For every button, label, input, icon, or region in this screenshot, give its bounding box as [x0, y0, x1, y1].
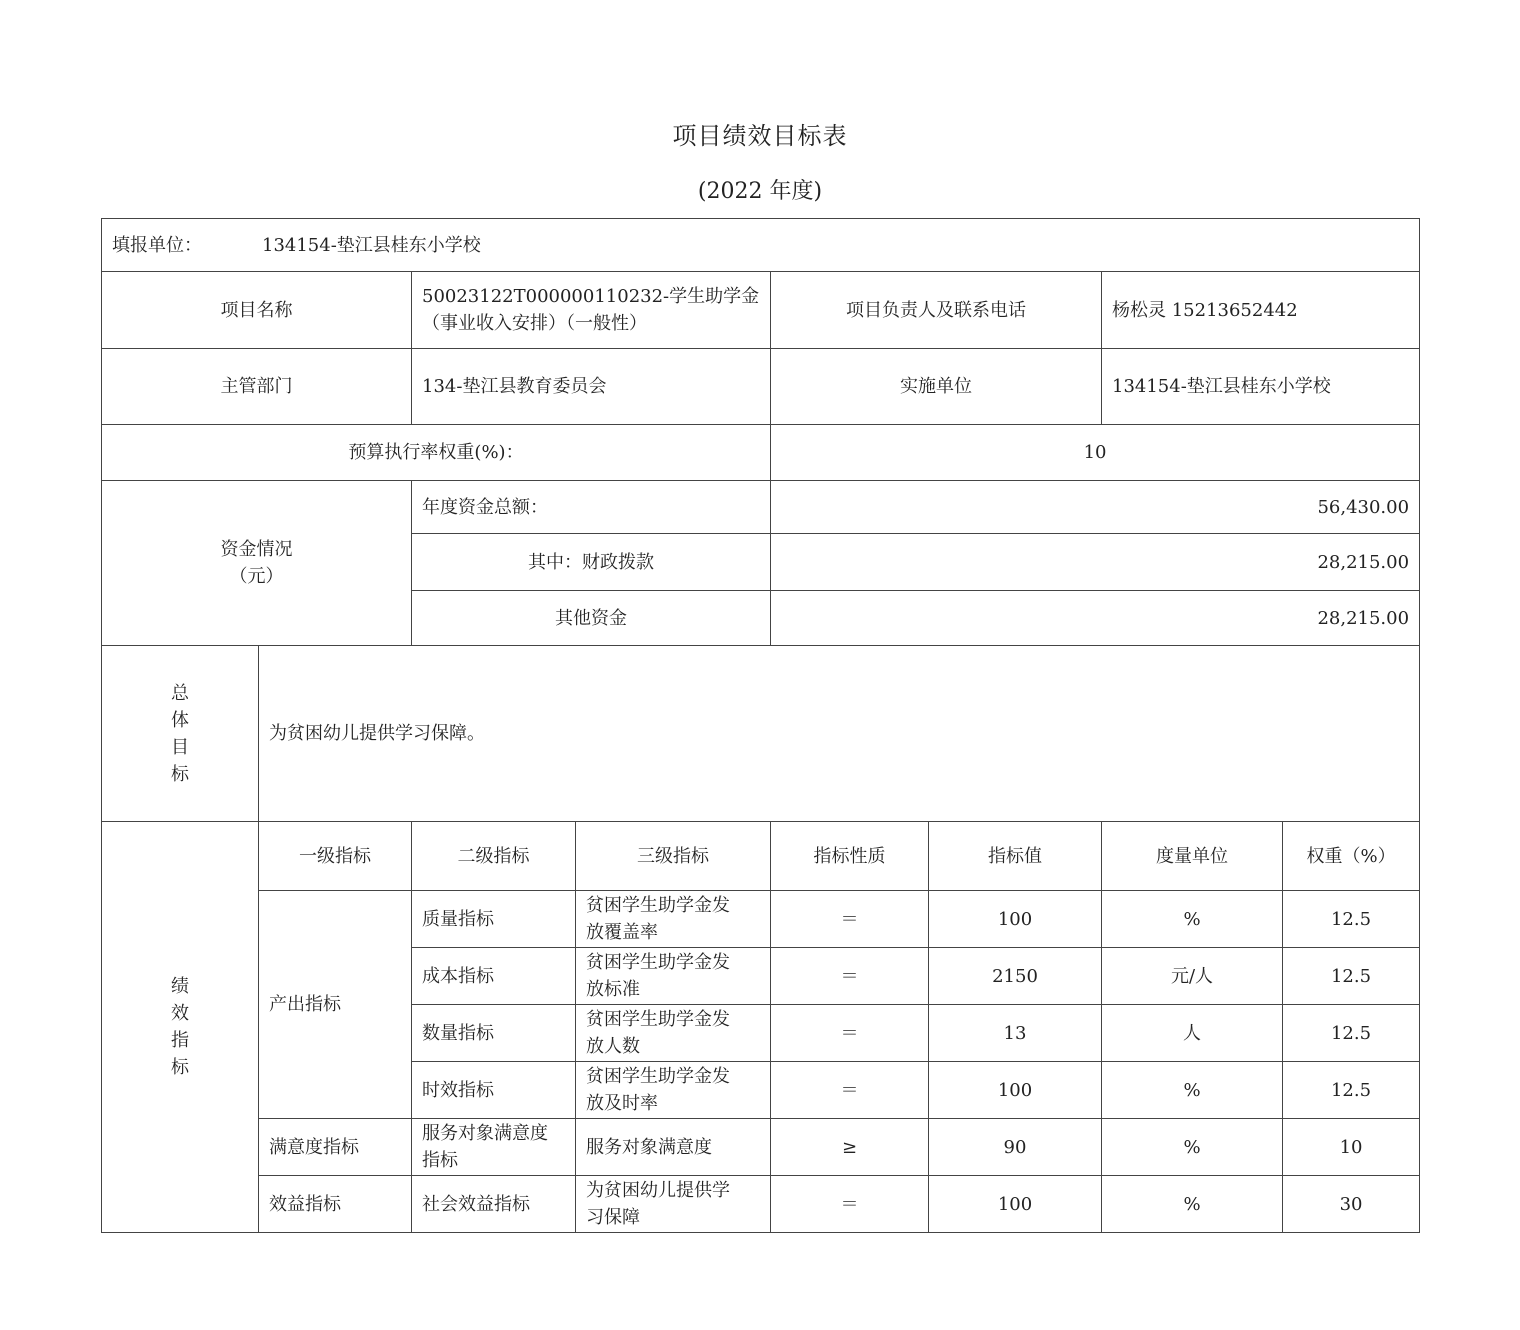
level3-cell: [576, 891, 771, 948]
weight-cell: 12.5: [1283, 1062, 1420, 1119]
nature-cell: ≥: [771, 1119, 929, 1176]
weight-cell: 10: [1283, 1119, 1420, 1176]
funds-total-row: [102, 481, 1420, 534]
header-level2: 二级指标: [412, 822, 576, 891]
level2-cell: 社会效益指标: [412, 1176, 576, 1233]
funds-label-line2: （元）: [229, 566, 284, 587]
value-cell: 100: [929, 891, 1102, 948]
funds-fiscal-value: 28,215.00: [771, 534, 1420, 591]
header-weight: 权重（%）: [1283, 822, 1420, 891]
level3-line2: 放及时率: [586, 1093, 658, 1114]
nature-cell: ＝: [771, 948, 929, 1005]
level3-line1: 贫困学生助学金发: [586, 895, 730, 916]
unit-cell: %: [1102, 1119, 1283, 1176]
funds-other-value: 28,215.00: [771, 591, 1420, 646]
nature-cell: ＝: [771, 1176, 929, 1233]
performance-indicator-label: [102, 822, 259, 1233]
unit-cell: %: [1102, 1176, 1283, 1233]
level3-line2: 放人数: [586, 1036, 640, 1057]
header-nature: 指标性质: [771, 822, 929, 891]
level2-cell: 时效指标: [412, 1062, 576, 1119]
project-name-label: 项目名称: [102, 272, 412, 349]
value-cell: 100: [929, 1062, 1102, 1119]
level2-cell: 数量指标: [412, 1005, 576, 1062]
value-cell: 13: [929, 1005, 1102, 1062]
value-cell: 2150: [929, 948, 1102, 1005]
level3-line2: 放标准: [586, 979, 640, 1000]
overall-goal-row: [102, 646, 1420, 822]
level2-line1: 服务对象满意度: [422, 1123, 548, 1144]
project-name-line2: （事业收入安排）（一般性）: [422, 313, 647, 334]
satisfaction-indicator-label: 满意度指标: [259, 1119, 412, 1176]
performance-indicator-char: 指: [171, 1030, 189, 1051]
overall-goal-label: [102, 646, 259, 822]
unit-cell: 元/人: [1102, 948, 1283, 1005]
level2-cell: 质量指标: [412, 891, 576, 948]
performance-indicator-char: 标: [171, 1057, 189, 1078]
weight-cell: 12.5: [1283, 948, 1420, 1005]
unit-cell: 人: [1102, 1005, 1283, 1062]
level3-line1: 贫困学生助学金发: [586, 1066, 730, 1087]
performance-indicator-char: 绩: [171, 976, 189, 997]
project-name-row: [102, 272, 1420, 349]
weight-cell: 12.5: [1283, 891, 1420, 948]
level3-cell: [576, 1062, 771, 1119]
overall-goal-char: 总: [171, 682, 189, 704]
weight-cell: 12.5: [1283, 1005, 1420, 1062]
level3-cell: [576, 1005, 771, 1062]
budget-weight-row: [102, 425, 1420, 481]
unit-cell: %: [1102, 891, 1283, 948]
overall-goal-text: 为贫困幼儿提供学习保障。: [259, 646, 1420, 822]
implementing-unit-value: 134154-垫江县桂东小学校: [1102, 349, 1420, 425]
overall-goal-char: 标: [171, 763, 189, 785]
funds-total-value: 56,430.00: [771, 481, 1420, 534]
level3-cell: 服务对象满意度: [576, 1119, 771, 1176]
value-cell: 100: [929, 1176, 1102, 1233]
funds-fiscal-label: 其中：财政拨款: [412, 534, 771, 591]
project-leader-value: 杨松灵 15213652442: [1102, 272, 1420, 349]
header-level3: 三级指标: [576, 822, 771, 891]
reporting-unit-label: 填报单位：: [112, 234, 202, 256]
value-cell: 90: [929, 1119, 1102, 1176]
performance-goal-table: [101, 218, 1420, 1233]
nature-cell: ＝: [771, 891, 929, 948]
table-row: [102, 1176, 1420, 1233]
level3-cell: [576, 948, 771, 1005]
level3-line1: 为贫困幼儿提供学: [586, 1180, 730, 1201]
budget-weight-label: 预算执行率权重(%)：: [102, 425, 771, 481]
table-row: [102, 891, 1420, 948]
level3-line2: 习保障: [586, 1207, 640, 1228]
header-level1: 一级指标: [259, 822, 412, 891]
page-title: 项目绩效目标表: [672, 122, 848, 150]
funds-total-label: 年度资金总额：: [412, 481, 771, 534]
unit-cell: %: [1102, 1062, 1283, 1119]
level2-cell: 成本指标: [412, 948, 576, 1005]
header-unit: 度量单位: [1102, 822, 1283, 891]
nature-cell: ＝: [771, 1005, 929, 1062]
level3-line1: 贫困学生助学金发: [586, 952, 730, 973]
budget-weight-value: 10: [771, 425, 1420, 481]
level3-line1: 贫困学生助学金发: [586, 1009, 730, 1030]
funds-label-line1: 资金情况: [220, 539, 293, 560]
header-value: 指标值: [929, 822, 1102, 891]
weight-cell: 30: [1283, 1176, 1420, 1233]
nature-cell: ＝: [771, 1062, 929, 1119]
reporting-unit-cell: [102, 219, 1420, 272]
output-indicator-label: 产出指标: [259, 891, 412, 1119]
overall-goal-char: 体: [171, 709, 189, 731]
level2-cell: [412, 1119, 576, 1176]
project-name-value: [412, 272, 771, 349]
indicator-header-row: [102, 822, 1420, 891]
performance-indicator-char: 效: [171, 1003, 189, 1024]
table-row: [102, 1119, 1420, 1176]
level3-line2: 放覆盖率: [586, 922, 658, 943]
level3-cell: [576, 1176, 771, 1233]
funds-other-label: 其他资金: [412, 591, 771, 646]
project-name-line1: 50023122T000000110232-学生助学金: [422, 286, 760, 307]
reporting-unit-value: 134154-垫江县桂东小学校: [262, 234, 481, 256]
department-row: [102, 349, 1420, 425]
overall-goal-char: 目: [171, 736, 189, 758]
benefit-indicator-label: 效益指标: [259, 1176, 412, 1233]
funds-label: [102, 481, 412, 646]
implementing-unit-label: 实施单位: [771, 349, 1102, 425]
project-leader-label: 项目负责人及联系电话: [771, 272, 1102, 349]
page-subtitle: (2022 年度): [697, 179, 823, 204]
reporting-unit-row: [102, 219, 1420, 272]
department-value: 134-垫江县教育委员会: [412, 349, 771, 425]
department-label: 主管部门: [102, 349, 412, 425]
level2-line2: 指标: [422, 1150, 458, 1171]
